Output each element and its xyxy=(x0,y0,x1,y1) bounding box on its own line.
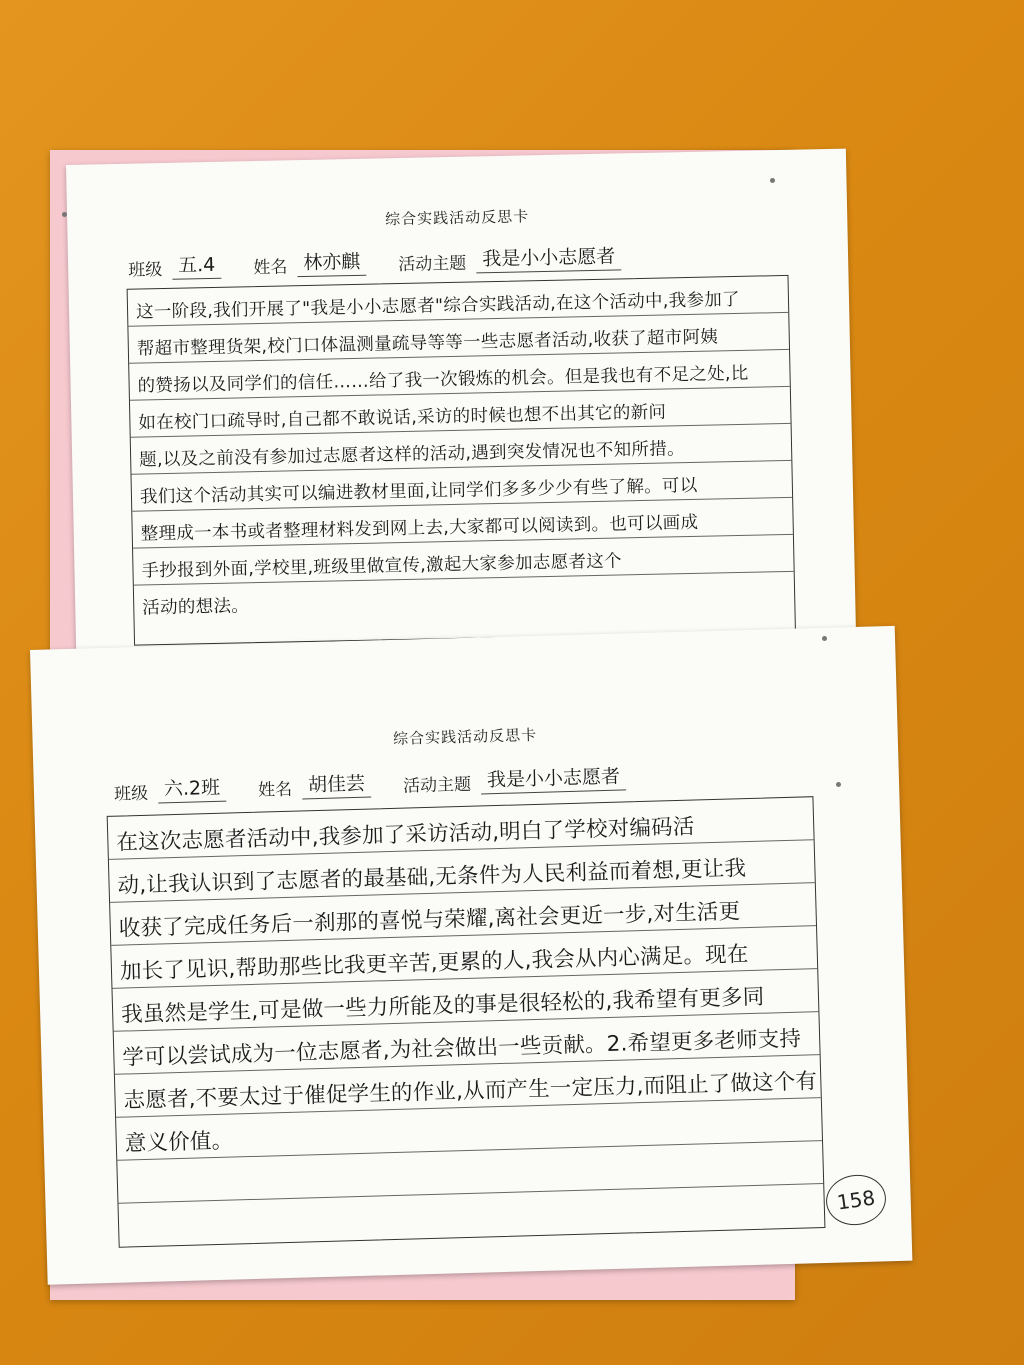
class-label: 班级 xyxy=(113,783,149,805)
name-value: 林亦麒 xyxy=(297,247,367,277)
text-line: 我们这个活动其实可以编进教材里面,让同学们多多少少有些了解。可以 xyxy=(132,461,793,512)
card-header-fields xyxy=(114,761,659,805)
theme-label: 活动主题 xyxy=(402,774,472,797)
text-line: 题,以及之前没有参加过志愿者这样的活动,遇到突发情况也不知所措。 xyxy=(131,424,792,475)
class-label: 班级 xyxy=(128,260,163,281)
pin-hole xyxy=(770,178,775,183)
text-line: 加长了见识,帮助那些比我更辛苦,更累的人,我会从内心满足。现在 xyxy=(111,926,817,989)
class-value: 五.4 xyxy=(172,250,222,280)
pin-hole xyxy=(62,212,67,217)
card-title: 综合实践活动反思卡 xyxy=(392,725,538,748)
text-line: 帮超市整理货架,校门口体温测量疏导等等一些志愿者活动,收获了超市阿姨 xyxy=(128,313,789,364)
reflection-card-bottom xyxy=(30,626,912,1285)
text-line: 这一阶段,我们开展了"我是小小志愿者"综合实践活动,在这个活动中,我参加了 xyxy=(128,276,789,327)
name-label: 姓名 xyxy=(257,779,293,801)
handwritten-text-area xyxy=(107,796,826,1248)
text-line: 动,让我认识到了志愿者的最基础,无条件为人民利益而着想,更让我 xyxy=(109,840,815,903)
text-line: 在这次志愿者活动中,我参加了采访活动,明白了学校对编码活 xyxy=(108,797,814,860)
card-header-fields xyxy=(128,241,654,281)
reflection-card-top xyxy=(66,149,856,670)
text-line: 如在校门口疏导时,自己都不敢说话,采访的时候也想不出其它的新问 xyxy=(130,387,791,438)
theme-value: 我是小小志愿者 xyxy=(481,761,627,794)
handwritten-text-area xyxy=(127,275,796,646)
theme-value: 我是小小志愿者 xyxy=(476,241,622,273)
text-line: 的赞扬以及同学们的信任……给了我一次锻炼的机会。但是我也有不足之处,比 xyxy=(129,350,790,401)
text-line: 我虽然是学生,可是做一些力所能及的事是很轻松的,我希望有更多同 xyxy=(112,969,818,1032)
text-line: 学可以尝试成为一位志愿者,为社会做出一些贡献。2.希望更多老师支持 xyxy=(114,1012,820,1075)
theme-label: 活动主题 xyxy=(398,253,467,276)
page-number-circle: 158 xyxy=(823,1171,889,1229)
text-line: 收获了完成任务后一刹那的喜悦与荣耀,离社会更近一步,对生活更 xyxy=(110,883,816,946)
text-line: 志愿者,不要太过于催促学生的作业,从而产生一定压力,而阻止了做这个有 xyxy=(115,1055,821,1118)
text-line: 活动的想法。 xyxy=(142,596,250,619)
class-value: 六.2班 xyxy=(158,773,227,804)
pin-hole xyxy=(836,782,841,787)
name-value: 胡佳芸 xyxy=(302,769,372,800)
text-line: 整理成一本书或者整理材料发到网上去,大家都可以阅读到。也可以画成 xyxy=(132,498,793,549)
text-line: 意义价值。 xyxy=(116,1098,822,1161)
name-label: 姓名 xyxy=(253,257,288,279)
text-line: 手抄报到外面,学校里,班级里做宣传,激起大家参加志愿者这个 xyxy=(133,535,794,586)
card-title: 综合实践活动反思卡 xyxy=(385,207,530,229)
pin-hole xyxy=(822,636,827,641)
